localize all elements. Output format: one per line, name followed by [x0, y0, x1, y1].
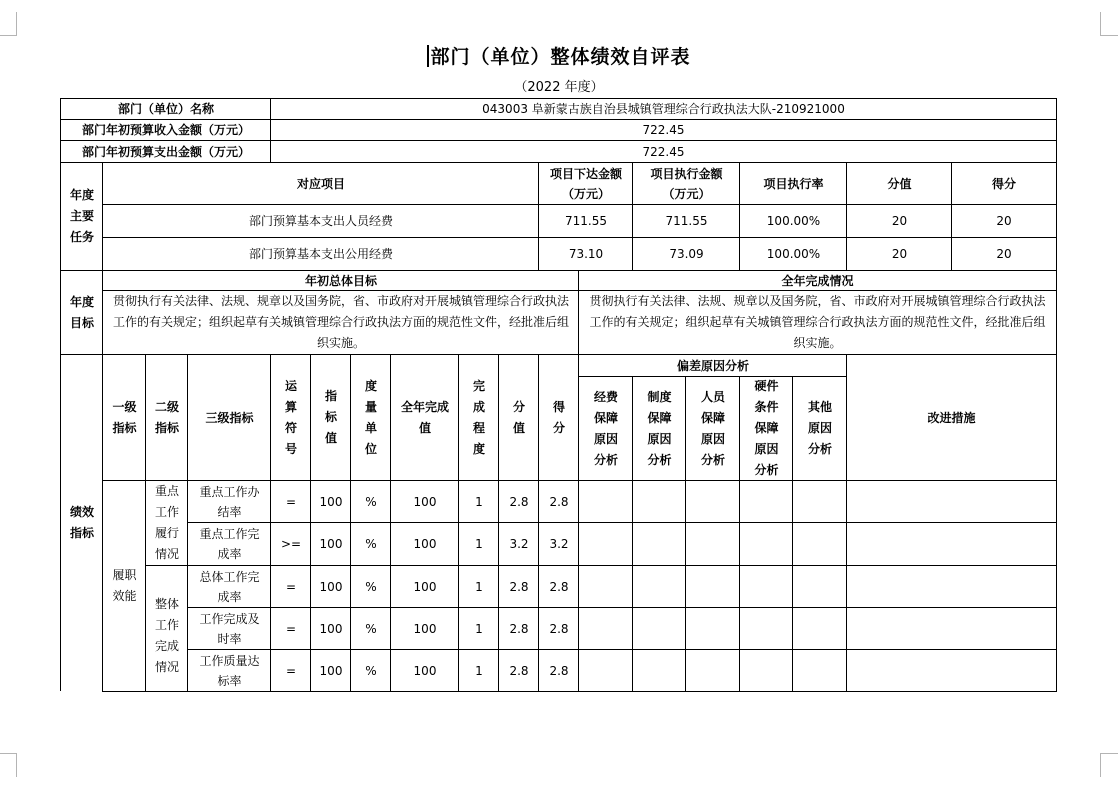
perf-cell-unit: %: [350, 480, 391, 522]
perf-cell-dev-system: [632, 565, 686, 607]
perf-cell-score: 2.8: [538, 607, 579, 649]
perf-level2-group: 重点工作履行情况: [145, 480, 188, 565]
perf-cell-score: 2.8: [538, 649, 579, 691]
tasks-header-executed: 项目执行金额（万元）: [632, 162, 740, 204]
perf-cell-improvement: [846, 649, 1056, 691]
perf-cell-unit: %: [350, 522, 391, 565]
perf-level1-value: 履职效能: [102, 480, 146, 691]
task-row-score: 20: [951, 204, 1056, 237]
task-row-allocated: 711.55: [538, 204, 633, 237]
crop-mark-bottom-right: [1100, 753, 1101, 777]
goals-initial-text: 贯彻执行有关法律、法规、规章以及国务院，省、市政府对开展城镇管理综合行政执法工作的有关规定；组织起草有关城镇管理综合行政执法方面的规范性文件，经批准后组织实施。: [102, 290, 579, 354]
task-row-executed: 711.55: [632, 204, 740, 237]
income-value: 722.45: [270, 119, 1056, 140]
perf-cell-completion: 1: [458, 649, 499, 691]
perf-cell-unit: %: [350, 607, 391, 649]
task-row-item: 部门预算基本支出人员经费: [102, 204, 539, 237]
page-subtitle: （2022 年度）: [514, 80, 604, 95]
perf-header-dev-hardware: 硬件条件保障原因分析: [739, 376, 793, 480]
goals-completion-text: 贯彻执行有关法律、法规、规章以及国务院，省、市政府对开展城镇管理综合行政执法工作的有关规定；组织起草有关城镇管理综合行政执法方面的规范性文件，经批准后组织实施。: [578, 290, 1056, 354]
task-row-score-value: 20: [846, 237, 952, 270]
perf-header-score-value: 分值: [498, 354, 539, 480]
perf-cell-score: 3.2: [538, 522, 579, 565]
task-row-rate: 100.00%: [739, 204, 847, 237]
perf-header-dev-system: 制度保障原因分析: [632, 376, 686, 480]
income-label: 部门年初预算收入金额（万元）: [60, 119, 271, 140]
perf-cell-actual: 100: [390, 607, 459, 649]
perf-cell-target: 100: [310, 607, 351, 649]
task-row-executed: 73.09: [632, 237, 740, 270]
perf-cell-dev-other: [792, 480, 847, 522]
page-title-text: 部门（单位）整体绩效自评表: [430, 46, 691, 68]
crop-mark-bottom-left: [0, 753, 17, 754]
perf-cell-improvement: [846, 565, 1056, 607]
perf-header-dev-funding: 经费保障原因分析: [578, 376, 633, 480]
perf-cell-completion: 1: [458, 607, 499, 649]
crop-mark-bottom-right: [1100, 753, 1118, 754]
perf-cell-score-value: 2.8: [498, 607, 539, 649]
perf-cell-dev-staff: [685, 522, 740, 565]
expense-value: 722.45: [270, 140, 1056, 162]
perf-cell-completion: 1: [458, 565, 499, 607]
perf-header-target: 指标值: [310, 354, 351, 480]
tasks-header-item: 对应项目: [102, 162, 539, 204]
perf-cell-score-value: 2.8: [498, 649, 539, 691]
perf-cell-dev-hardware: [739, 607, 793, 649]
perf-cell-level3: 重点工作完成率: [187, 522, 271, 565]
perf-cell-actual: 100: [390, 480, 459, 522]
perf-cell-operator: =: [270, 565, 311, 607]
perf-cell-dev-funding: [578, 565, 633, 607]
tasks-header-score: 得分: [951, 162, 1056, 204]
task-row-score-value: 20: [846, 204, 952, 237]
perf-cell-level3: 重点工作办结率: [187, 480, 271, 522]
task-row-allocated: 73.10: [538, 237, 633, 270]
perf-cell-unit: %: [350, 565, 391, 607]
crop-mark-top-right: [1100, 35, 1118, 36]
goals-completion-header: 全年完成情况: [578, 270, 1056, 290]
perf-header-dev-other: 其他原因分析: [792, 376, 847, 480]
perf-cell-completion: 1: [458, 522, 499, 565]
perf-cell-dev-funding: [578, 649, 633, 691]
perf-header-unit: 度量单位: [350, 354, 391, 480]
perf-header-score: 得分: [538, 354, 579, 480]
tasks-header-score-value: 分值: [846, 162, 952, 204]
perf-cell-level3: 工作完成及时率: [187, 607, 271, 649]
perf-cell-score: 2.8: [538, 565, 579, 607]
perf-header-level2: 二级指标: [145, 354, 188, 480]
perf-cell-score-value: 3.2: [498, 522, 539, 565]
perf-cell-dev-other: [792, 607, 847, 649]
perf-cell-dev-hardware: [739, 649, 793, 691]
perf-cell-operator: =: [270, 649, 311, 691]
perf-cell-target: 100: [310, 480, 351, 522]
perf-cell-actual: 100: [390, 649, 459, 691]
perf-cell-target: 100: [310, 565, 351, 607]
perf-header-improvement: 改进措施: [846, 354, 1056, 480]
perf-section-label: 绩效指标: [60, 354, 103, 691]
perf-header-level1: 一级指标: [102, 354, 146, 480]
perf-cell-unit: %: [350, 649, 391, 691]
tasks-header-rate: 项目执行率: [739, 162, 847, 204]
perf-cell-dev-hardware: [739, 565, 793, 607]
perf-cell-dev-staff: [685, 607, 740, 649]
perf-cell-target: 100: [310, 522, 351, 565]
perf-cell-score-value: 2.8: [498, 565, 539, 607]
perf-level2-group: 整体工作完成情况: [145, 565, 188, 691]
page-title: [0, 42, 1118, 69]
perf-cell-level3: 总体工作完成率: [187, 565, 271, 607]
perf-cell-dev-funding: [578, 607, 633, 649]
perf-header-operator: 运算符号: [270, 354, 311, 480]
goals-initial-header: 年初总体目标: [102, 270, 579, 290]
perf-cell-dev-hardware: [739, 480, 793, 522]
table-right-border: [1056, 98, 1057, 692]
task-row-item: 部门预算基本支出公用经费: [102, 237, 539, 270]
perf-cell-dev-other: [792, 522, 847, 565]
goals-section-label: 年度目标: [60, 270, 103, 354]
perf-cell-actual: 100: [390, 522, 459, 565]
perf-cell-dev-system: [632, 649, 686, 691]
perf-cell-dev-funding: [578, 522, 633, 565]
perf-cell-actual: 100: [390, 565, 459, 607]
perf-cell-dev-staff: [685, 649, 740, 691]
perf-cell-dev-funding: [578, 480, 633, 522]
perf-header-deviation: 偏差原因分析: [578, 354, 847, 376]
perf-cell-operator: >=: [270, 522, 311, 565]
perf-cell-dev-staff: [685, 480, 740, 522]
crop-mark-top-left: [0, 35, 17, 36]
tasks-section-label: 年度主要任务: [60, 162, 103, 270]
table-bottom-border: [102, 691, 1057, 692]
perf-header-completion: 完成程度: [458, 354, 499, 480]
crop-mark-top-right: [1100, 12, 1101, 36]
perf-cell-dev-system: [632, 607, 686, 649]
task-row-score: 20: [951, 237, 1056, 270]
expense-label: 部门年初预算支出金额（万元）: [60, 140, 271, 162]
perf-cell-improvement: [846, 480, 1056, 522]
perf-cell-improvement: [846, 607, 1056, 649]
perf-cell-dev-system: [632, 522, 686, 565]
perf-cell-dev-other: [792, 565, 847, 607]
dept-name-label: 部门（单位）名称: [60, 98, 271, 119]
perf-cell-completion: 1: [458, 480, 499, 522]
dept-name-value: 043003 阜新蒙古族自治县城镇管理综合行政执法大队-210921000: [270, 98, 1056, 119]
crop-mark-top-left: [16, 12, 17, 36]
perf-header-level3: 三级指标: [187, 354, 271, 480]
perf-header-actual: 全年完成值: [390, 354, 459, 480]
perf-cell-operator: =: [270, 607, 311, 649]
perf-cell-dev-hardware: [739, 522, 793, 565]
task-row-rate: 100.00%: [739, 237, 847, 270]
perf-cell-dev-other: [792, 649, 847, 691]
perf-cell-improvement: [846, 522, 1056, 565]
perf-cell-target: 100: [310, 649, 351, 691]
perf-cell-score: 2.8: [538, 480, 579, 522]
perf-cell-operator: =: [270, 480, 311, 522]
perf-header-dev-staff: 人员保障原因分析: [685, 376, 740, 480]
tasks-header-allocated: 项目下达金额（万元）: [538, 162, 633, 204]
crop-mark-bottom-left: [16, 753, 17, 777]
perf-cell-dev-system: [632, 480, 686, 522]
perf-cell-dev-staff: [685, 565, 740, 607]
perf-cell-score-value: 2.8: [498, 480, 539, 522]
perf-cell-level3: 工作质量达标率: [187, 649, 271, 691]
